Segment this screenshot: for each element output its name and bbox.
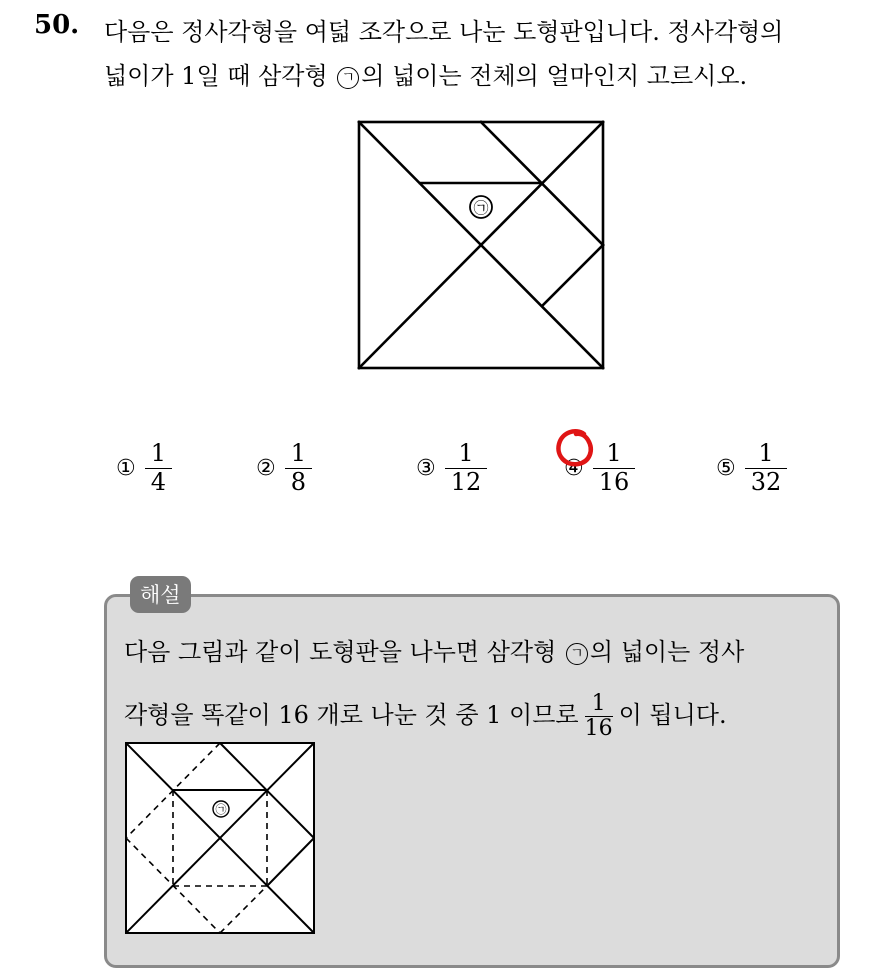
choice-5-number: ⑤ bbox=[716, 455, 736, 481]
choice-3-fraction: $\frac{1}{12}$ bbox=[448, 440, 485, 496]
solution-text-line1 bbox=[124, 632, 744, 667]
solution-text-line1-b: 의 넓이는 정사 bbox=[589, 638, 745, 666]
solution-triangle-label: ㉠ bbox=[215, 803, 227, 816]
choice-1[interactable] bbox=[116, 440, 169, 496]
choice-2-fraction: $\frac{1}{8}$ bbox=[288, 440, 309, 496]
solution-fraction: $\frac{1}{16}$ bbox=[584, 691, 613, 742]
choice-3-number: ③ bbox=[416, 455, 436, 481]
solution-tag: 해설 bbox=[130, 576, 191, 613]
choice-5-fraction: $\frac{1}{32}$ bbox=[748, 440, 785, 496]
question-text-line2 bbox=[104, 56, 747, 91]
choice-4-number: ④ bbox=[564, 455, 584, 481]
triangle-label: ㉠ bbox=[473, 199, 489, 217]
solution-text-line2 bbox=[124, 692, 727, 741]
answer-mark-circle bbox=[554, 426, 596, 470]
choice-4-fraction: $\frac{1}{16}$ bbox=[596, 440, 633, 496]
solution-text-line2-b: 이 됩니다. bbox=[618, 701, 727, 730]
choice-2[interactable] bbox=[256, 440, 309, 496]
choice-2-number: ② bbox=[256, 455, 276, 481]
solution-tangram-figure bbox=[125, 742, 315, 934]
solution-text-line1-a: 다음 그림과 같이 도형판을 나누면 삼각형 bbox=[124, 638, 564, 666]
edge-lower-right bbox=[542, 245, 603, 306]
solution-text-line2-a: 각형을 똑같이 16 개로 나눈 것 중 1 이므로 bbox=[124, 701, 579, 730]
tangram-figure bbox=[357, 120, 605, 370]
choice-1-number: ① bbox=[116, 455, 136, 481]
question-text-line2-a: 넓이가 1일 때 삼각형 bbox=[104, 62, 336, 90]
choice-3[interactable] bbox=[416, 440, 484, 496]
question-number: 50. bbox=[34, 10, 80, 40]
solution-triangle-marker: ㄱ bbox=[566, 643, 588, 665]
question-text-line2-b: 의 넓이는 전체의 얼마인지 고르시오. bbox=[361, 62, 748, 90]
triangle-marker: ㄱ bbox=[337, 67, 359, 89]
choice-5[interactable] bbox=[716, 440, 784, 496]
choice-1-fraction: $\frac{1}{4}$ bbox=[148, 440, 169, 496]
question-text-line1: 다음은 정사각형을 여덟 조각으로 나눈 도형판입니다. 정사각형의 bbox=[104, 18, 784, 46]
